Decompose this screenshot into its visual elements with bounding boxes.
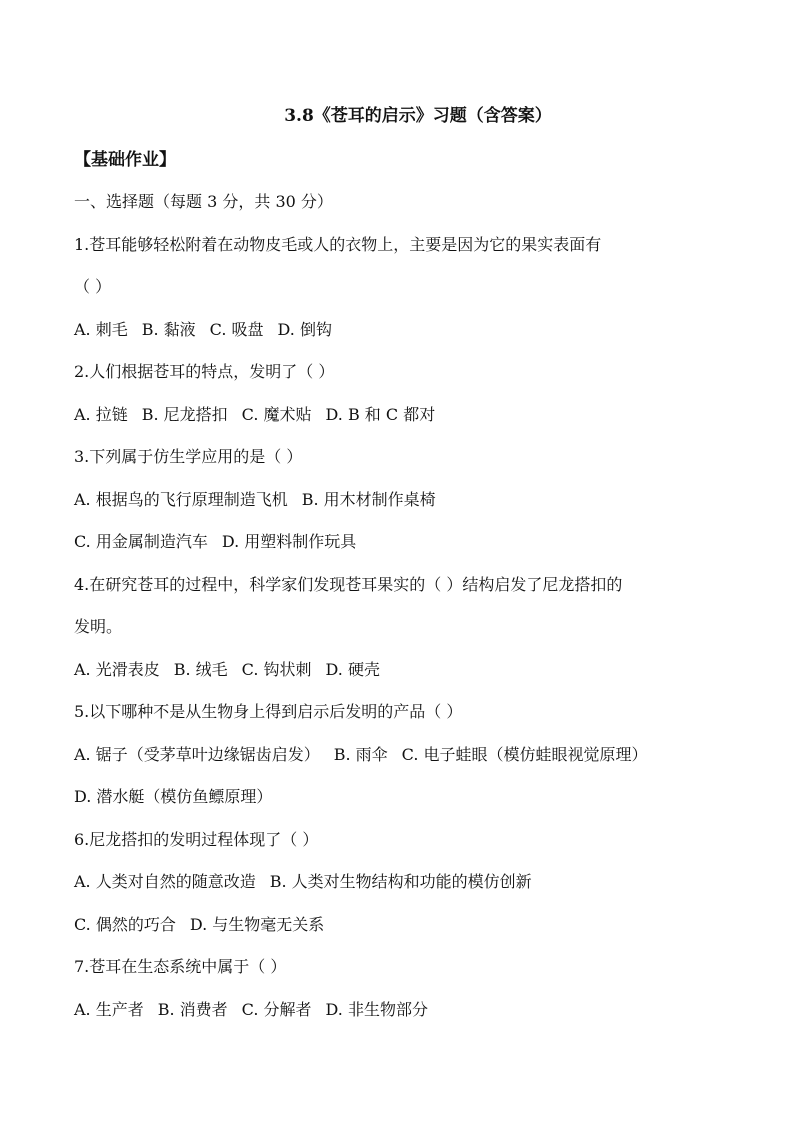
answer-option[interactable]: B. 雨伞 xyxy=(333,744,388,764)
answer-option[interactable]: C. 偶然的巧合 xyxy=(74,914,176,934)
answer-option[interactable]: B. 用木材制作桌椅 xyxy=(301,489,436,509)
answer-option[interactable]: C. 电子蛙眼（模仿蛙眼视觉原理） xyxy=(401,744,648,764)
answer-option[interactable]: A. 光滑表皮 xyxy=(74,659,160,679)
answer-option[interactable]: D. 用塑料制作玩具 xyxy=(221,532,357,551)
option-row xyxy=(74,314,722,346)
question-7 xyxy=(74,951,722,1026)
question-3 xyxy=(74,441,722,558)
part-heading: 一、选择题（每题 3 分，共 30 分） xyxy=(74,192,333,211)
answer-option[interactable]: D. 倒钩 xyxy=(277,319,332,339)
question-5 xyxy=(74,696,722,813)
answer-option[interactable]: A. 根据鸟的飞行原理制造飞机 xyxy=(74,489,288,509)
option-row xyxy=(74,526,722,558)
question-stem: 4.在研究苍耳的过程中，科学家们发现苍耳果实的（ ）结构启发了尼龙搭扣的 xyxy=(74,574,623,594)
answer-option[interactable]: B. 绒毛 xyxy=(173,659,228,679)
answer-option[interactable]: D. B 和 C 都对 xyxy=(325,404,436,424)
question-1 xyxy=(74,229,722,346)
question-stem: 1.苍耳能够轻松附着在动物皮毛或人的衣物上，主要是因为它的果实表面有 xyxy=(74,234,602,254)
answer-option[interactable]: C. 魔术贴 xyxy=(241,404,312,424)
question-stem: 2.人们根据苍耳的特点，发明了（ ） xyxy=(74,362,335,381)
section-heading: 【基础作业】 xyxy=(74,150,176,170)
option-row xyxy=(74,484,722,516)
question-stem: 3.下列属于仿生学应用的是（ ） xyxy=(74,447,303,466)
option-row xyxy=(74,781,722,813)
answer-option[interactable]: B. 消费者 xyxy=(157,999,228,1019)
question-stem: 发明。 xyxy=(74,617,123,636)
option-row xyxy=(74,654,722,686)
answer-option[interactable]: B. 人类对生物结构和功能的模仿创新 xyxy=(269,872,532,891)
document-title: 3.8《苍耳的启示》习题（含答案） xyxy=(284,106,552,126)
question-stem: 6.尼龙搭扣的发明过程体现了（ ） xyxy=(74,829,319,849)
answer-option[interactable]: A. 人类对自然的随意改造 xyxy=(74,872,256,891)
answer-option[interactable]: A. 刺毛 xyxy=(74,319,128,339)
answer-option[interactable]: D. 硬壳 xyxy=(325,659,380,679)
answer-option[interactable]: A. 拉链 xyxy=(74,404,128,424)
answer-option[interactable]: C. 分解者 xyxy=(241,999,312,1019)
question-6 xyxy=(74,824,722,941)
option-row xyxy=(74,866,722,898)
answer-option[interactable]: C. 钩状刺 xyxy=(241,659,312,679)
answer-option[interactable]: C. 用金属制造汽车 xyxy=(74,532,208,551)
question-2 xyxy=(74,356,722,431)
answer-option[interactable]: D. 非生物部分 xyxy=(325,999,428,1019)
question-stem: 7.苍耳在生态系统中属于（ ） xyxy=(74,957,287,976)
question-stem: 5.以下哪种不是从生物身上得到启示后发明的产品（ ） xyxy=(74,702,463,721)
option-row xyxy=(74,739,722,771)
answer-option[interactable]: C. 吸盘 xyxy=(209,319,264,339)
answer-option[interactable]: A. 锯子（受茅草叶边缘锯齿启发） xyxy=(74,744,320,764)
answer-option[interactable]: B. 尼龙搭扣 xyxy=(141,404,228,424)
option-row xyxy=(74,909,722,941)
option-row xyxy=(74,399,722,431)
answer-option[interactable]: D. 与生物毫无关系 xyxy=(189,914,325,934)
answer-option[interactable]: D. 潜水艇（模仿鱼鳔原理） xyxy=(74,787,273,806)
question-stem: （ ） xyxy=(74,277,112,296)
question-list xyxy=(74,229,722,1026)
answer-option[interactable]: B. 黏液 xyxy=(141,319,196,339)
answer-option[interactable]: A. 生产者 xyxy=(74,999,144,1019)
question-4 xyxy=(74,569,722,686)
option-row xyxy=(74,994,722,1026)
